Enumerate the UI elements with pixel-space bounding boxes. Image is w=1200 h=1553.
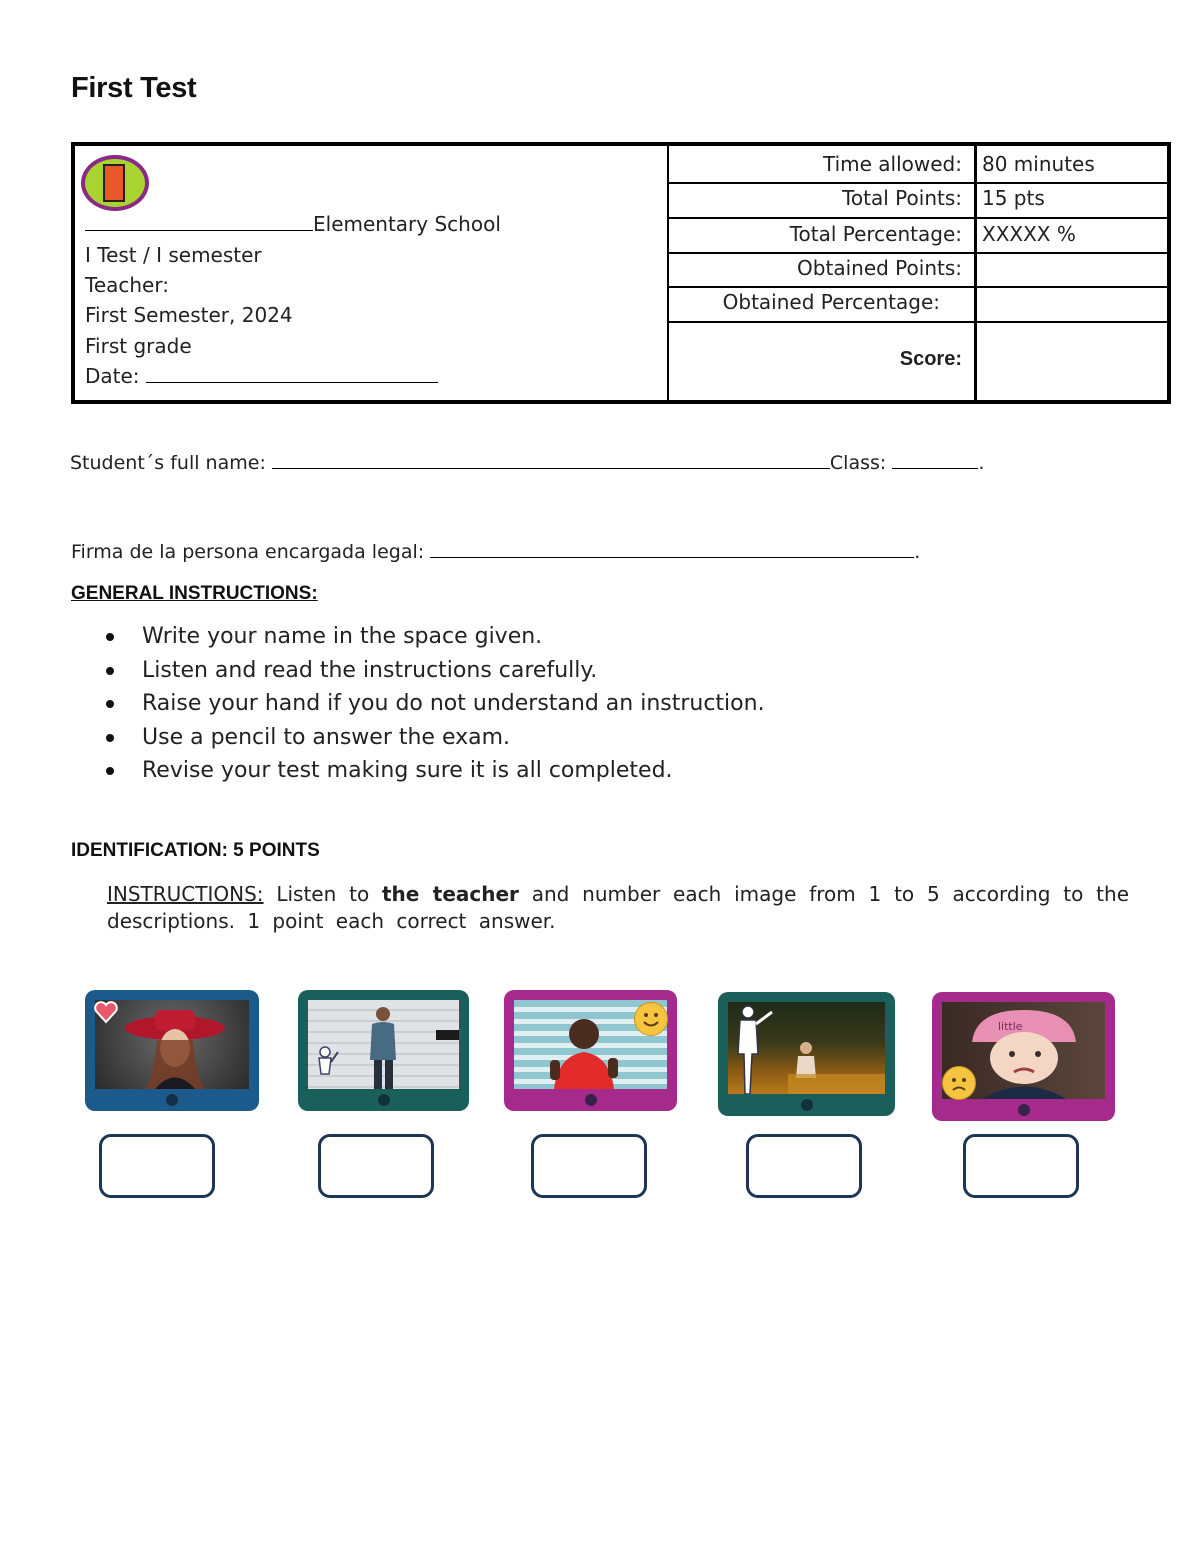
bullet-icon [106,633,114,641]
list-item [100,624,765,658]
total-points-label: Total Points: [842,186,962,210]
obtained-percentage-row [669,286,1167,323]
tablet-button-icon [378,1094,390,1106]
signature-line [71,539,920,563]
time-allowed-label: Time allowed: [822,152,962,176]
hat-text: little [998,1020,1023,1033]
school-name: Elementary School [313,212,501,236]
answer-box-5[interactable] [963,1134,1079,1198]
list-item [100,691,765,725]
date-blank[interactable] [146,364,438,383]
instr-post: and number each image from 1 to 5 according to the descriptions. 1 point each correct answer. [107,882,1129,933]
list-item [100,725,765,759]
sad-face-icon [942,1066,976,1100]
date-label: Date: [85,364,140,388]
tablet-button-icon [1018,1104,1030,1116]
tablet-button-icon [166,1094,178,1106]
photo-child-autumn [728,1002,885,1094]
test-line: I Test / I semester [85,243,262,267]
student-name-label: Student´s full name: [70,452,266,474]
instr-bold: the teacher [382,882,519,906]
bullet-icon [106,767,114,775]
instr-pre: Listen to [276,882,370,906]
class-label: Class: [829,452,887,474]
answer-box-4[interactable] [746,1134,862,1198]
instructions-label: INSTRUCTIONS: [107,882,264,906]
score-row [669,321,1167,400]
identification-instructions [107,881,1129,935]
school-info [75,146,669,400]
general-instructions-title: GENERAL INSTRUCTIONS: [71,583,318,604]
total-percentage-label: Total Percentage: [789,222,962,246]
instruction-text: Revise your test making sure it is all completed. [142,758,673,783]
list-item [100,658,765,692]
score-label: Score: [899,348,962,370]
bullet-icon [106,734,114,742]
school-name-line [85,212,501,236]
student-name-line [70,450,984,474]
scores-table [669,146,1167,400]
heart-icon [93,1000,119,1024]
answer-box-3[interactable] [531,1134,647,1198]
obtained-points-row [669,252,1167,288]
date-line [85,364,438,388]
bullet-icon [106,667,114,675]
teacher-label: Teacher: [85,273,169,297]
total-percentage-value: XXXXX % [982,222,1076,246]
answer-box-2[interactable] [318,1134,434,1198]
tablet-frame-3 [504,990,677,1111]
instruction-text: Use a pencil to answer the exam. [142,724,511,750]
bullet-icon [106,700,114,708]
identification-title: IDENTIFICATION: 5 POINTS [71,840,320,861]
class-period: . [978,452,985,474]
tablet-frame-2 [298,990,469,1111]
time-allowed-value: 80 minutes [982,152,1095,176]
child-autumn-illustration [728,1002,885,1094]
page-title: First Test [71,72,197,104]
grade-text: First grade [85,334,192,358]
tablet-frame-1 [85,990,259,1111]
instructions-list [100,624,765,792]
instruction-text: Write your name in the space given. [142,624,543,649]
signature-label: Firma de la persona encargada legal: [71,541,425,563]
time-allowed-row [669,146,1167,184]
total-percentage-row [669,217,1167,254]
tablet-button-icon [585,1094,597,1106]
tablet-frame-5 [932,992,1115,1121]
instruction-text: Raise your hand if you do not understand an instruction. [142,691,765,716]
total-points-value: 15 pts [982,186,1045,210]
school-logo-icon [78,152,152,214]
happy-face-icon [634,1002,668,1036]
obtained-percentage-label: Obtained Percentage: [722,290,940,314]
total-points-row [669,182,1167,219]
photo-man-standing [308,1000,459,1089]
school-blank[interactable] [85,212,313,231]
student-name-blank[interactable] [272,450,830,469]
signature-blank[interactable] [430,539,914,558]
signature-period: . [914,541,921,563]
answer-box-1[interactable] [99,1134,215,1198]
header-table [71,142,1171,404]
semester-text: First Semester, 2024 [85,303,293,327]
tablet-frame-4 [718,992,895,1116]
tablet-button-icon [801,1099,813,1111]
man-standing-illustration [308,1000,459,1089]
table-divider [974,146,977,400]
class-blank[interactable] [892,450,978,469]
list-item [100,758,765,792]
instruction-text: Listen and read the instructions carefully. [142,657,598,683]
obtained-points-label: Obtained Points: [797,256,962,280]
